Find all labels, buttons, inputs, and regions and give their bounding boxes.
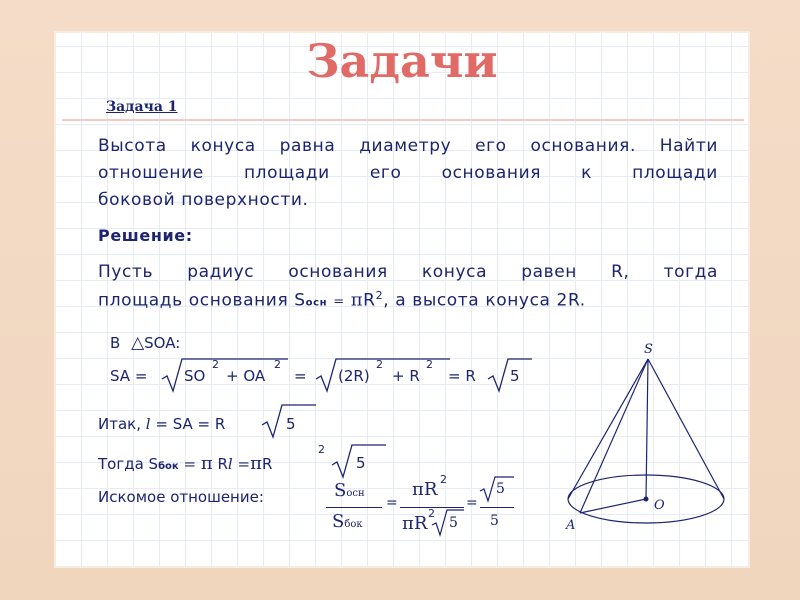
word: к [581,163,593,183]
frac1-den: Sбок [332,511,363,532]
triangle-icon: △ [131,333,145,353]
exp-two: 2 [428,507,435,520]
solution-label: Решение: [98,226,193,245]
triangle-line: В △SOA: [110,333,181,353]
divider [62,119,744,121]
problem-line-3: боковой поверхности. [98,190,309,210]
word: радиус [187,262,255,282]
exp-two: 2 [376,358,383,371]
sa-radicand-r: + R [392,367,420,385]
word: основания. [530,136,636,156]
pi-symbol: π [250,453,262,474]
sa-radicand-so: SO [184,367,206,385]
five: 5 [449,515,458,531]
word: равен [521,262,577,282]
ratio-label: Искомое отношение: [98,488,264,506]
fraction-bar [326,507,382,508]
sa-radicand-oa: + OA [226,367,266,385]
five: 5 [510,367,520,385]
five: 5 [496,481,505,497]
word: R, [611,262,630,282]
word: площади [632,163,718,183]
itak-line: Итак, l = SA = R [98,415,226,433]
sqrt-sign [430,507,466,537]
word: Высота [98,136,167,156]
page-title: Задачи [306,34,498,88]
sa-radicand-2r: (2R) [338,367,370,385]
pi-symbol: π [200,453,213,474]
word: тогда [663,262,718,282]
equals: = [466,495,478,511]
frac2-den: πR [402,513,428,534]
word: Найти [659,136,718,156]
word: равна [279,136,336,156]
problem-line-2 [98,163,718,183]
apex-label: S [644,342,653,357]
problem-line-1 [98,136,718,156]
equals-r: = R [448,367,476,385]
word: его [475,136,507,156]
pi-symbol: π [350,289,364,311]
word: площади [243,163,330,183]
frac2-num: πR [412,479,438,500]
word: конуса [421,262,488,282]
word: диаметру [359,136,452,156]
equals: = [386,495,398,511]
word: основания [441,163,542,183]
exp-two: 2 [426,358,433,371]
exp-two: 2 [440,473,447,486]
task-label: Задача 1 [106,99,178,115]
word: конуса [190,136,256,156]
statement-line-1 [98,262,718,282]
sa-equation-lhs: SA = [110,367,148,385]
sqrt-sign [314,355,454,395]
togda-line: Тогда Sбок = π Rl =πR [98,453,273,474]
exp-two: 2 [274,358,281,371]
fraction-bar [480,507,514,508]
five: 5 [490,513,499,529]
word: основания [288,262,388,282]
cone-figure [564,333,744,543]
exp-two: 2 [212,358,219,371]
frac1-num: Sосн [334,480,365,501]
slide [56,33,748,566]
center-label: O [654,498,665,513]
word: его [369,163,402,183]
point-label: A [566,518,576,533]
equals: = [294,367,307,385]
sqrt-sign [160,355,290,395]
word: отношение [98,163,204,183]
five: 5 [286,415,296,433]
exp-two: 2 [318,443,325,456]
statement-line-2: площадь основания Sосн = $\pi R^2$, а высота конуса 2R. [98,289,586,311]
word: Пусть [98,262,154,282]
five: 5 [356,454,366,472]
